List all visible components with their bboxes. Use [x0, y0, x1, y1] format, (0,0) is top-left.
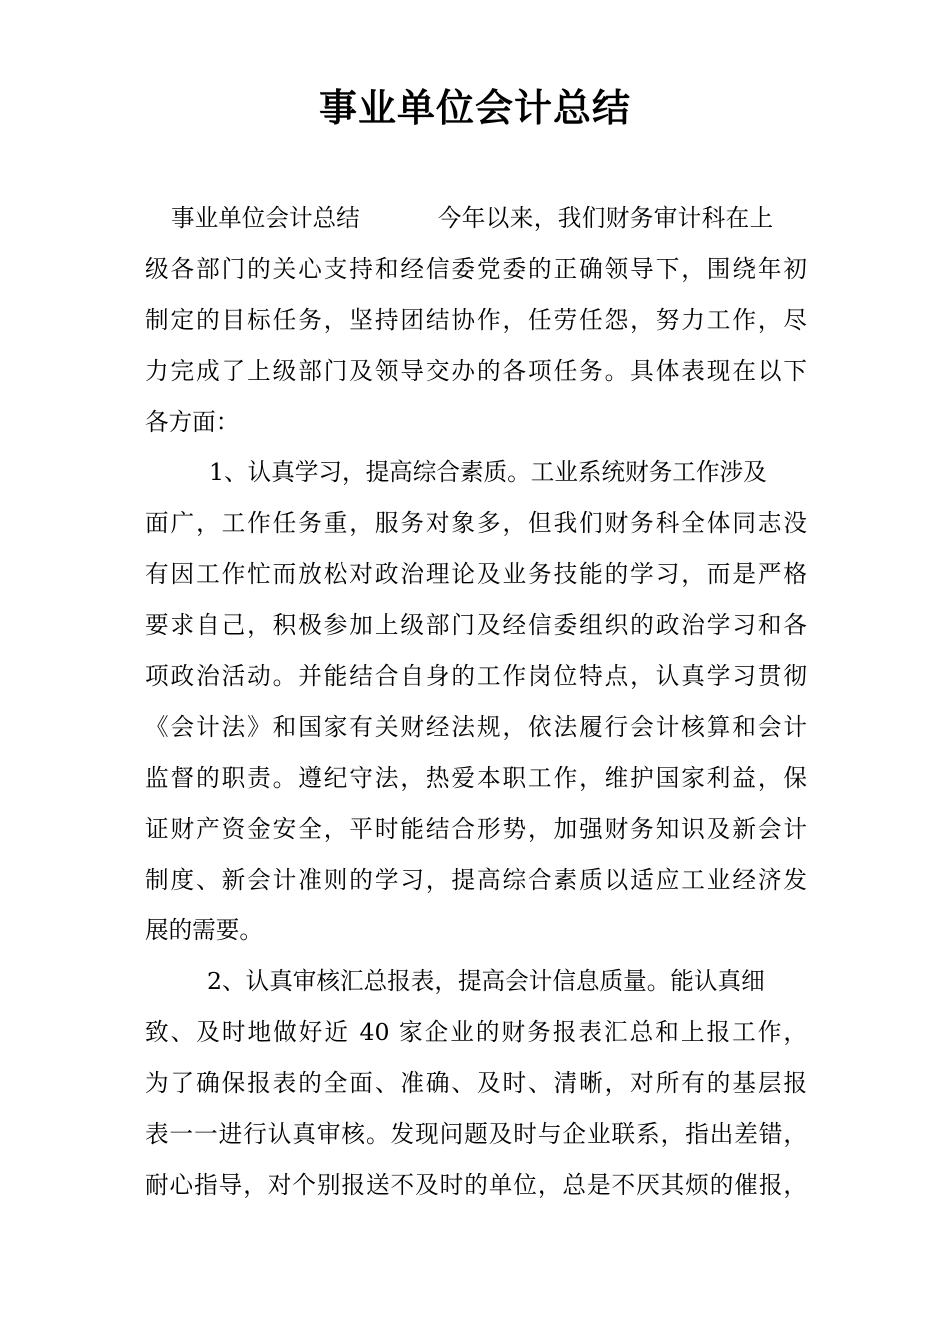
paragraph-line: 有因工作忙而放松对政治理论及业务技能的学习，而是严格	[145, 560, 807, 589]
paragraph-line: 力完成了上级部门及领导交办的各项任务。具体表现在以下	[145, 356, 807, 385]
paragraph-line	[145, 198, 807, 249]
document-title: 事业单位会计总结	[318, 86, 631, 130]
section-2-paragraph	[145, 961, 807, 1215]
paragraph-line: 致、及时地做好近 40 家企业的财务报表汇总和上报工作，	[145, 1018, 807, 1047]
intro-paragraph	[145, 198, 807, 452]
paragraph-line: 项政治活动。并能结合自身的工作岗位特点，认真学习贯彻	[145, 662, 807, 691]
document-body	[145, 198, 807, 1216]
paragraph-line: 证财产资金安全，平时能结合形势，加强财务知识及新会计	[145, 814, 807, 843]
section-2-first-line: 2、认真审核汇总报表，提高会计信息质量。能认真细	[207, 967, 765, 996]
paragraph-line: 耐心指导，对个别报送不及时的单位，总是不厌其烦的催报，	[145, 1170, 807, 1199]
section-1-paragraph	[145, 452, 807, 961]
paragraph-line	[145, 452, 807, 503]
paragraph-line: 为了确保报表的全面、准确、及时、清晰，对所有的基层报	[145, 1069, 807, 1098]
section-1-first-line: 1、认真学习，提高综合素质。工业系统财务工作涉及	[209, 458, 767, 487]
paragraph-line: 制度、新会计准则的学习，提高综合素质以适应工业经济发	[145, 865, 807, 894]
paragraph-line	[145, 961, 807, 1012]
paragraph-line: 展的需要。	[145, 916, 263, 945]
paragraph-line: 监督的职责。遵纪守法，热爱本职工作，维护国家利益，保	[145, 763, 807, 792]
intro-first-line-rest: 今年以来，我们财务审计科在上	[437, 204, 774, 232]
paragraph-line: 面广，工作任务重，服务对象多，但我们财务科全体同志没	[145, 509, 807, 538]
paragraph-line: 要求自己，积极参加上级部门及经信委组织的政治学习和各	[145, 611, 807, 640]
paragraph-line: 表一一进行认真审核。发现问题及时与企业联系，指出差错，	[145, 1120, 807, 1149]
paragraph-line: 《会计法》和国家有关财经法规，依法履行会计核算和会计	[145, 712, 807, 741]
paragraph-line: 制定的目标任务，坚持团结协作，任劳任怨，努力工作，尽	[145, 305, 807, 334]
paragraph-line: 各方面：	[145, 407, 240, 436]
intro-lead: 事业单位会计总结	[171, 204, 360, 232]
paragraph-line: 级各部门的关心支持和经信委党委的正确领导下，围绕年初	[145, 254, 807, 283]
